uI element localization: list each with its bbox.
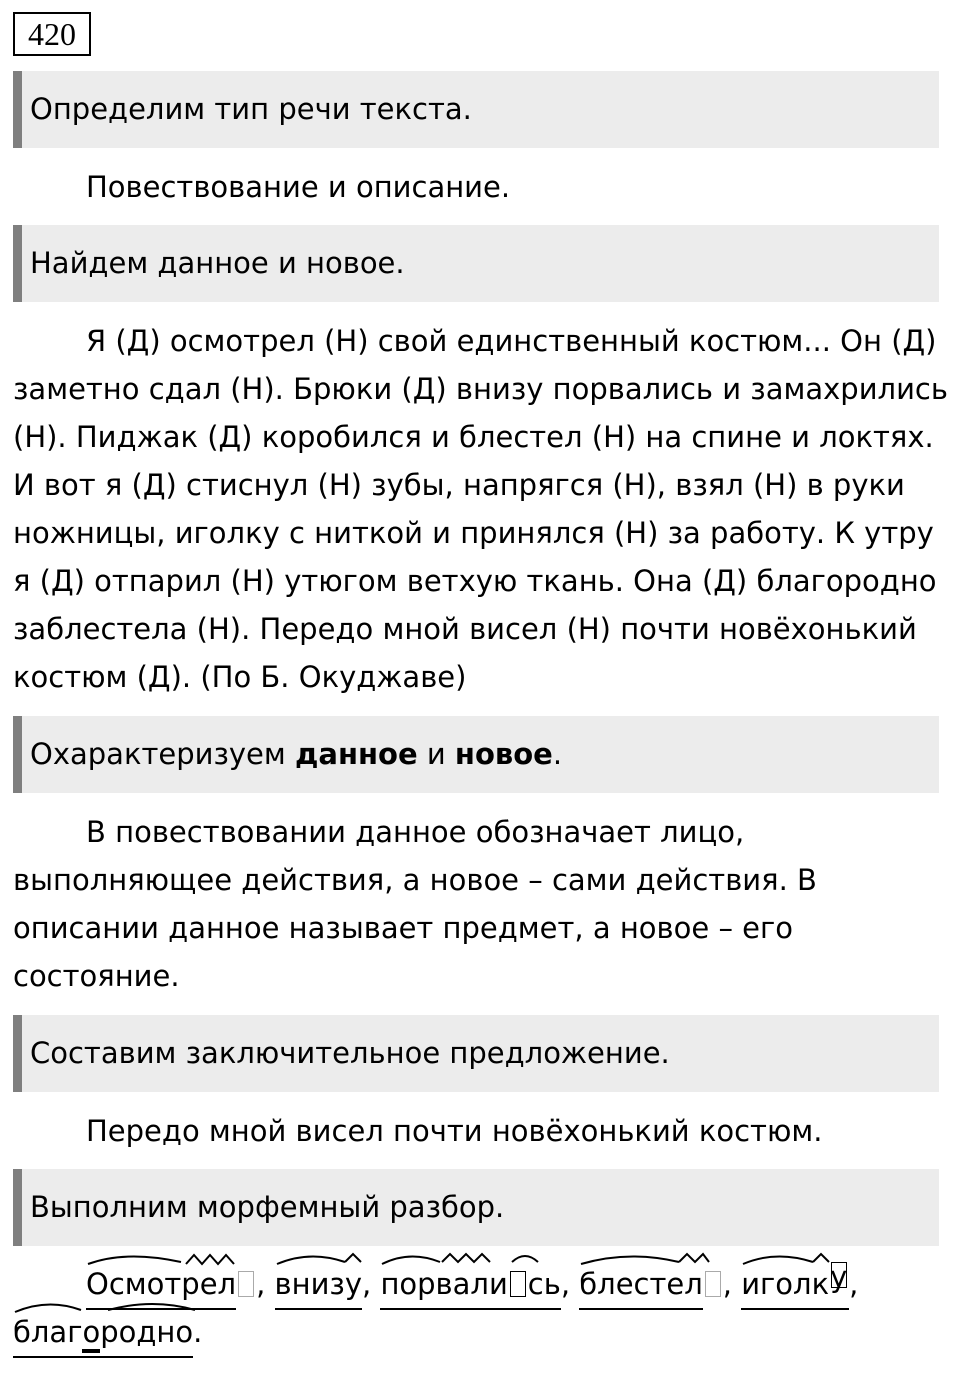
section-body-given-new (13, 317, 948, 701)
morpheme-connecting-vowel: о (82, 1315, 100, 1353)
morpheme-postfix: сь (527, 1267, 561, 1301)
exercise-number: 420 (13, 12, 91, 56)
section-heading-characterize (13, 716, 939, 793)
morpheme-analysis-line-2 (13, 1308, 948, 1356)
morpheme-word-text: блестел (579, 1267, 703, 1301)
section-body-speech-type (13, 163, 948, 211)
section-body-characterize (13, 808, 948, 1000)
morpheme-word-blestel (579, 1260, 702, 1310)
morpheme-marks-icon (13, 1300, 203, 1314)
separator: , (560, 1267, 580, 1301)
morpheme-marks-icon (579, 1252, 709, 1266)
separator: , (362, 1267, 381, 1301)
morpheme-word-text: иголк (741, 1267, 830, 1301)
heading-bold-new: новое (454, 737, 553, 771)
morpheme-word-blagorodno (13, 1308, 193, 1358)
annotated-text: Я (Д) осмотрел (Н) свой единственный костюм... Он (Д) заметно сдал (Н). Брюки (Д) внизу порвались и замахрились (Н). Пиджак (Д) коробился и блестел (Н) на спине и локтях. И вот я (Д) стиснул (Н) зубы, напрягся (Н), взял (Н) в руки ножницы, иголку с ниткой и принялся (Н) за работу. К утру я (Д) отпарил (Н) утюгом ветхую ткань. Она (Д) благородно заблестела (Н). Передо мной висел (Н) почти новёхонький костюм (Д). (По Б. Окуджаве) (13, 324, 948, 694)
morpheme-word-porvalis (380, 1260, 560, 1310)
morpheme-ending-letter: у (830, 1260, 848, 1294)
morpheme-marks-icon (275, 1252, 365, 1266)
morpheme-marks-icon (380, 1252, 540, 1266)
final-sentence: Передо мной висел почти новёхонький костюм. (86, 1114, 823, 1148)
section-body-final-sentence (13, 1107, 948, 1155)
morpheme-word-text: внизу (274, 1267, 362, 1301)
section-heading-morpheme: Выполним морфемный разбор. (13, 1169, 939, 1246)
null-ending-box (238, 1271, 254, 1297)
morpheme-suffix: о (175, 1315, 194, 1349)
ending-box (830, 1260, 848, 1294)
period: . (193, 1315, 203, 1349)
heading-part: Охарактеризуем (30, 737, 295, 771)
morpheme-root-2: родн (100, 1315, 176, 1349)
ending-box (510, 1271, 526, 1297)
null-ending-box (705, 1271, 721, 1297)
speech-type-answer: Повествование и описание. (86, 170, 511, 204)
morpheme-marks-icon (86, 1252, 236, 1266)
separator: , (849, 1267, 859, 1301)
morpheme-word-text: порвали (380, 1267, 508, 1301)
separator: , (722, 1267, 742, 1301)
section-heading-final-sentence: Составим заключительное предложение. (13, 1015, 939, 1092)
separator: , (256, 1267, 275, 1301)
heading-part: и (417, 737, 455, 771)
morpheme-word-text: Осмотрел (86, 1267, 237, 1301)
section-heading-given-new: Найдем данное и новое. (13, 225, 939, 302)
heading-bold-given: данное (294, 737, 418, 771)
characterize-text: В повествовании данное обозначает лицо, выполняющее действия, а новое – сами действия. В описании данное называет предмет, а новое – его состояние. (13, 815, 817, 993)
morpheme-word-igolku (741, 1260, 849, 1310)
section-heading-speech-type: Определим тип речи текста. (13, 71, 939, 148)
morpheme-root-1: благ (13, 1315, 83, 1349)
morpheme-word-vnizu (275, 1260, 362, 1310)
heading-part: . (552, 737, 563, 771)
